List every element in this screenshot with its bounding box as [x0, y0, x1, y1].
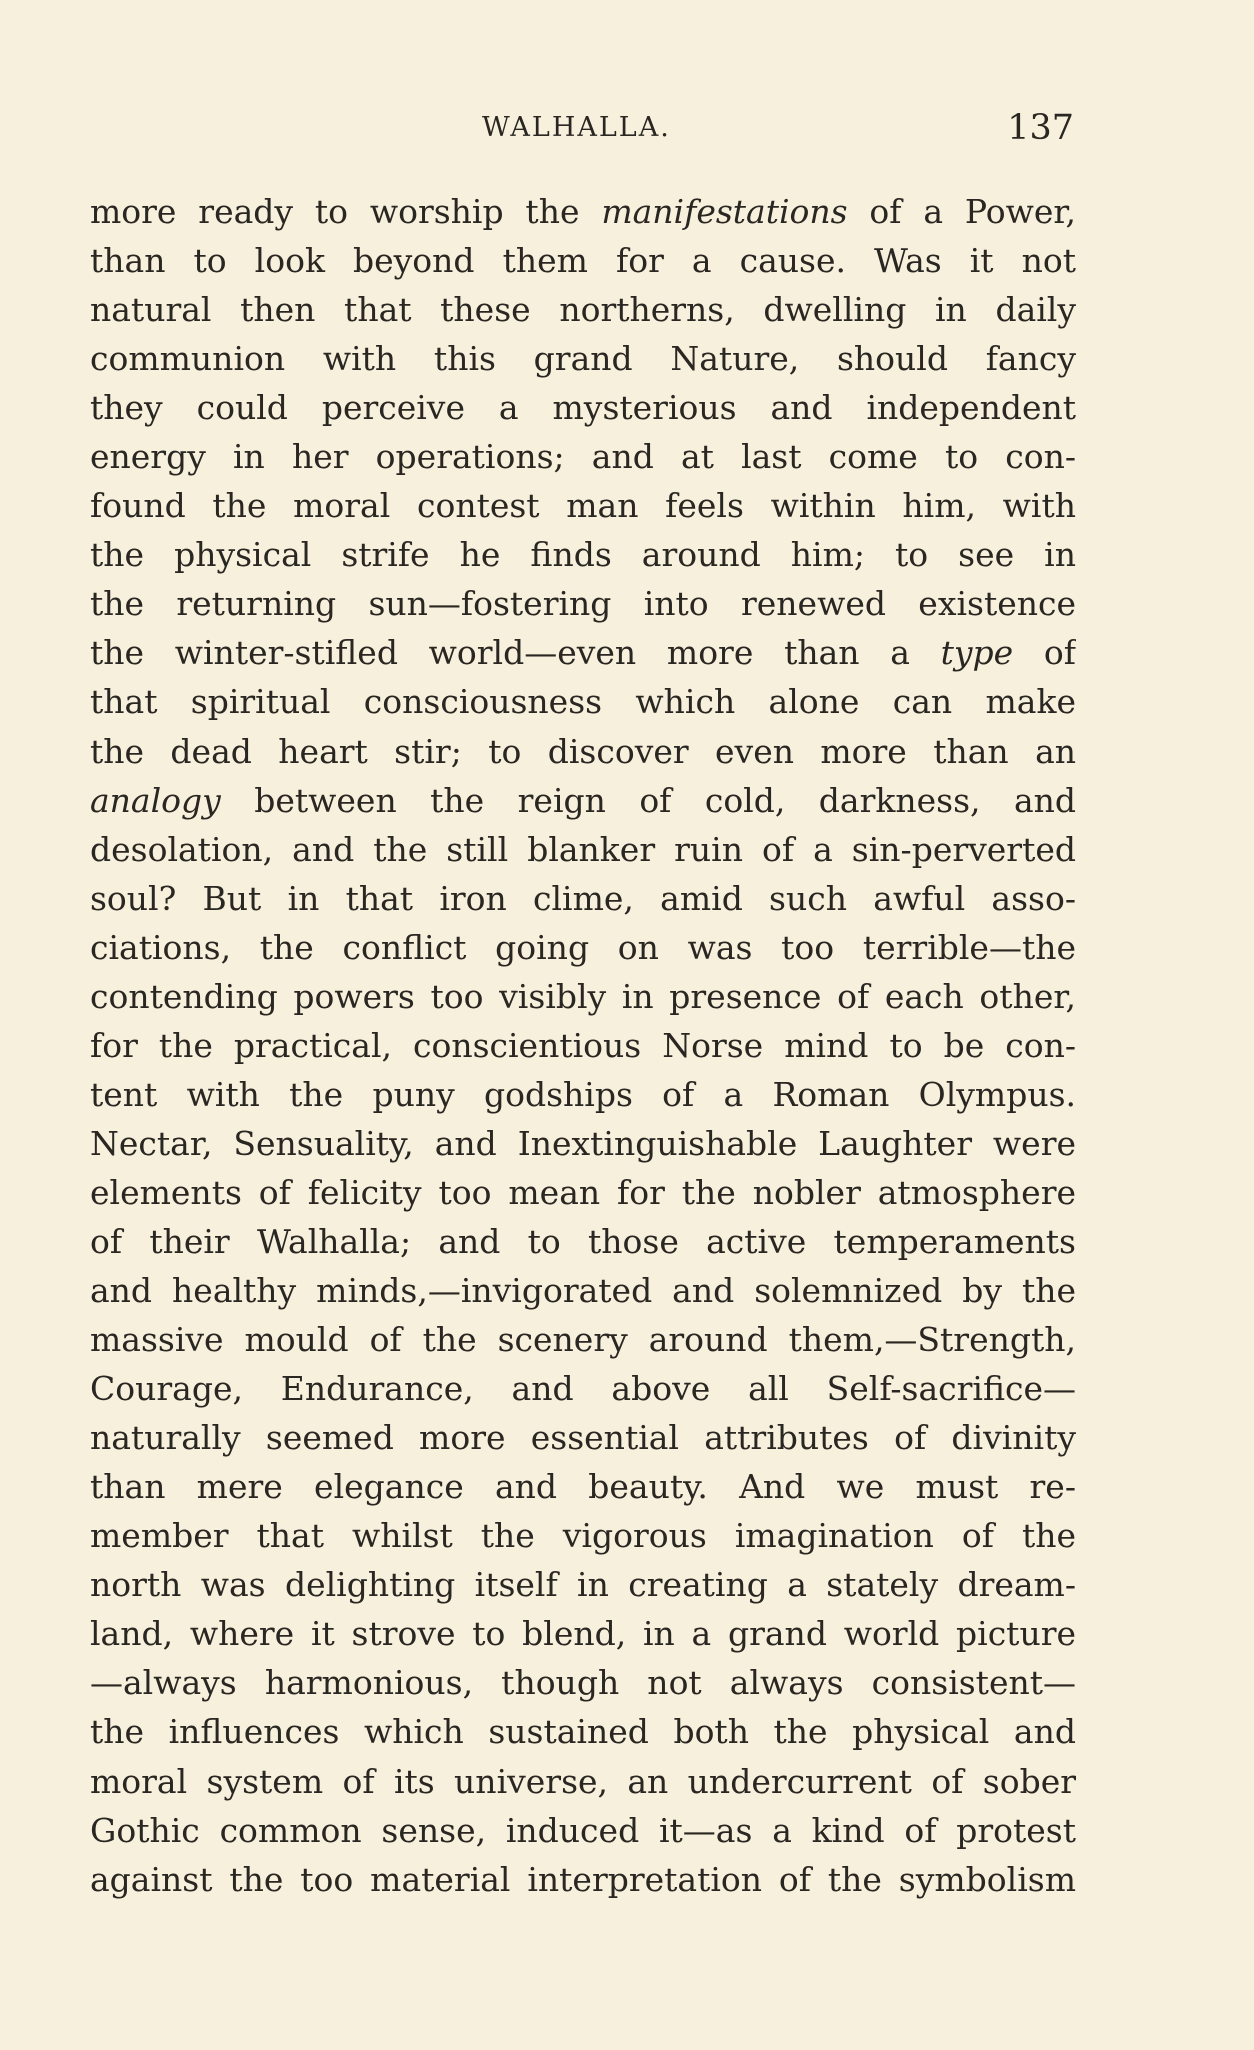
text-segment: of a Power,: [847, 192, 1076, 231]
running-head: WALHALLA.: [482, 112, 671, 143]
text-segment: Nectar, Sensuality, and Inextinguishable Laughter were: [90, 1123, 1076, 1163]
text-segment: ciations, the conflict going on was too terrible—the: [90, 927, 1076, 967]
text-line: [90, 187, 1076, 236]
text-segment: Gothic common sense, induced it—as a kind of protest: [90, 1810, 1076, 1850]
text-line: [90, 1560, 1076, 1609]
text-line: [90, 1511, 1076, 1560]
text-segment: soul? But in that iron clime, amid such awful asso-: [90, 878, 1076, 918]
text-line: [90, 1855, 1076, 1904]
text-line: [90, 1658, 1076, 1707]
text-segment: found the moral contest man feels within him, with: [90, 486, 1076, 526]
text-segment: of: [1013, 633, 1076, 673]
text-segment: the influences which sustained both the physical and: [90, 1712, 1076, 1752]
text-segment: naturally seemed more essential attributes of divinity: [90, 1418, 1076, 1458]
text-line: [90, 1757, 1076, 1806]
text-line: [90, 432, 1076, 481]
text-line: [90, 1413, 1076, 1462]
text-line: [90, 1364, 1076, 1413]
text-segment: natural then that these northerns, dwelling in daily: [90, 290, 1076, 330]
text-segment: massive mould of the scenery around them,—Strength,: [90, 1320, 1076, 1360]
text-line: [90, 972, 1076, 1021]
body-text: [90, 187, 1076, 1904]
text-line: [90, 236, 1076, 285]
text-segment: energy in her operations; and at last come to con-: [90, 437, 1076, 477]
text-segment: that spiritual consciousness which alone can make: [90, 682, 1076, 722]
italic-text: manifestations: [601, 192, 848, 231]
italic-text: analogy: [90, 780, 221, 820]
text-segment: desolation, and the still blanker ruin of a sin-perverted: [90, 829, 1076, 869]
text-line: [90, 383, 1076, 432]
text-segment: the winter-stifled world—even more than a: [90, 633, 941, 673]
text-line: [90, 1315, 1076, 1364]
text-segment: elements of felicity too mean for the nobler atmosphere: [90, 1172, 1076, 1212]
text-line: [90, 285, 1076, 334]
text-line: [90, 628, 1076, 677]
text-line: [90, 1609, 1076, 1658]
text-segment: more ready to worship the: [90, 192, 602, 231]
text-segment: they could perceive a mysterious and independent: [90, 388, 1076, 428]
text-line: [90, 530, 1076, 579]
text-line: [90, 1217, 1076, 1266]
text-segment: against the too material interpretation of the symbolism: [90, 1859, 1076, 1899]
italic-text: type: [940, 633, 1014, 673]
text-line: [90, 727, 1076, 776]
text-segment: for the practical, conscientious Norse mind to be con-: [90, 1025, 1076, 1065]
text-segment: communion with this grand Nature, should fancy: [90, 339, 1076, 379]
text-line: [90, 1806, 1076, 1855]
text-line: [90, 481, 1076, 530]
text-segment: contending powers too visibly in presence of each other,: [90, 976, 1076, 1016]
text-line: [90, 1462, 1076, 1511]
text-line: [90, 1168, 1076, 1217]
text-line: [90, 1707, 1076, 1756]
text-line: [90, 1119, 1076, 1168]
text-segment: land, where it strove to blend, in a grand world picture: [90, 1614, 1076, 1654]
text-segment: moral system of its universe, an undercurrent of sober: [90, 1761, 1076, 1801]
text-line: [90, 677, 1076, 726]
text-segment: member that whilst the vigorous imagination of the: [90, 1516, 1076, 1556]
text-line: [90, 1070, 1076, 1119]
text-line: [90, 334, 1076, 383]
text-segment: of their Walhalla; and to those active temperaments: [90, 1221, 1076, 1261]
text-line: [90, 874, 1076, 923]
text-line: [90, 1266, 1076, 1315]
text-segment: than mere elegance and beauty. And we must re-: [90, 1467, 1076, 1507]
text-line: [90, 825, 1076, 874]
text-line: [90, 923, 1076, 972]
text-segment: the dead heart stir; to discover even more than an: [90, 731, 1076, 771]
text-line: [90, 579, 1076, 628]
text-segment: between the reign of cold, darkness, and: [220, 780, 1076, 820]
text-segment: the physical strife he finds around him; to see in: [90, 535, 1076, 575]
text-segment: and healthy minds,—invigorated and solemnized by the: [90, 1271, 1076, 1311]
text-segment: than to look beyond them for a cause. Was it not: [90, 241, 1076, 281]
text-segment: the returning sun—fostering into renewed existence: [90, 584, 1076, 624]
text-line: [90, 776, 1076, 825]
text-segment: —always harmonious, though not always consistent—: [90, 1663, 1076, 1703]
text-line: [90, 1021, 1076, 1070]
text-segment: north was delighting itself in creating a stately dream-: [90, 1565, 1076, 1605]
text-segment: Courage, Endurance, and above all Self-sacrifice—: [90, 1369, 1076, 1409]
page-number: 137: [1007, 108, 1074, 148]
text-segment: tent with the puny godships of a Roman Olympus.: [90, 1074, 1076, 1114]
